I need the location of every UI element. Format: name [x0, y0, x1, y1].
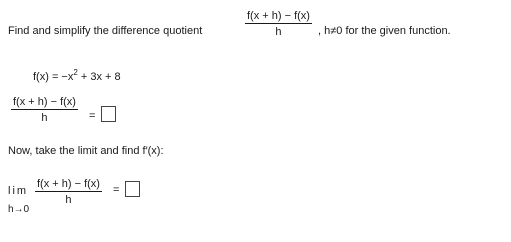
step1-denominator: h [41, 112, 48, 124]
step2-denominator: h [65, 194, 72, 206]
step2-numerator: f(x + h) − f(x) [37, 178, 100, 190]
limit-operator: lim [8, 185, 29, 197]
step1-answer-input[interactable] [101, 106, 116, 122]
step2-equals: = [113, 184, 120, 196]
step1-fraction [11, 96, 78, 124]
step1-equals: = [89, 110, 96, 122]
function-exponent: 2 [73, 68, 78, 77]
function-lhs: f(x) = −x [33, 71, 74, 83]
function-rhs: + 3x + 8 [77, 71, 121, 83]
step2-fraction [35, 178, 102, 206]
limit-subscript: h→0 [8, 204, 30, 215]
prompt-fraction [245, 10, 312, 38]
prompt-fraction-numerator: f(x + h) − f(x) [247, 10, 310, 22]
step2-answer-input[interactable] [125, 181, 140, 197]
prompt-tail: , h≠0 for the given function. [318, 25, 451, 37]
step1-numerator: f(x + h) − f(x) [13, 96, 76, 108]
function-definition [33, 68, 121, 83]
prompt-fraction-denominator: h [275, 26, 282, 38]
limit-instruction: Now, take the limit and find f′(x): [8, 145, 164, 157]
prompt-lead: Find and simplify the difference quotient [8, 25, 203, 37]
